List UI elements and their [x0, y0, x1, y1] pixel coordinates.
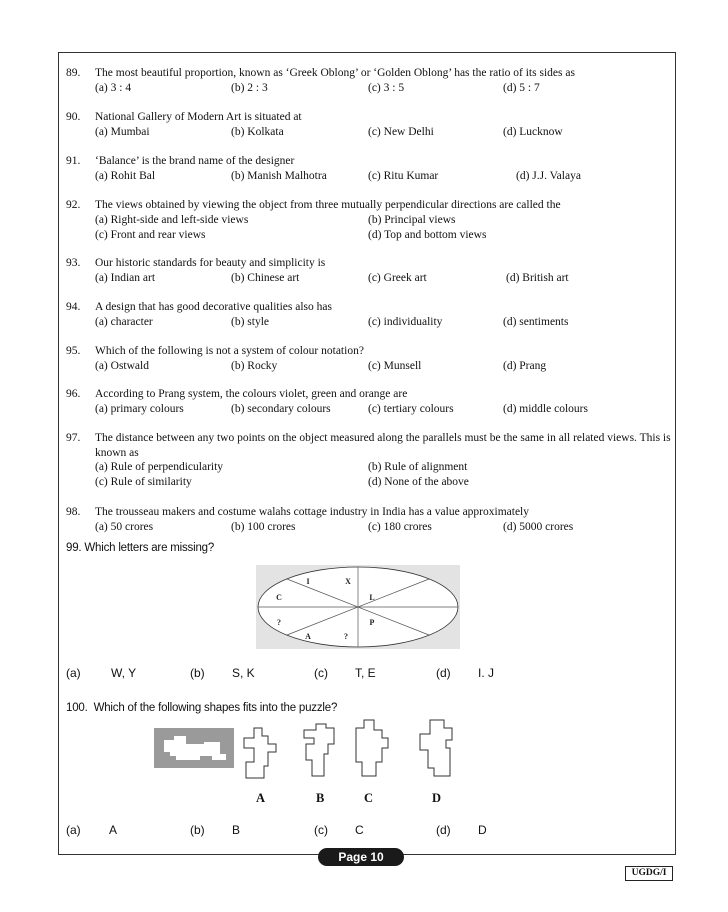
letter-cell: I [306, 577, 310, 586]
option-a[interactable]: (a) primary colours [95, 403, 184, 415]
question-97 [66, 431, 672, 491]
shape-c-icon [354, 718, 390, 778]
answer-d-label: (d) [436, 666, 451, 680]
shape-label-b: B [316, 791, 325, 805]
answer-a-label: (a) [66, 666, 81, 680]
option-a[interactable]: (a) Mumbai [95, 126, 150, 138]
answer-a-label: (a) [66, 823, 81, 837]
option-d[interactable]: (d) J.J. Valaya [516, 170, 581, 182]
option-a[interactable]: (a) Rohit Bal [95, 170, 156, 182]
option-c[interactable]: (c) tertiary colours [368, 403, 454, 415]
shape-b-icon [302, 722, 338, 778]
shape-a-icon [242, 726, 278, 780]
question-95 [66, 344, 672, 374]
option-b[interactable]: (b) 100 crores [231, 521, 296, 533]
option-b[interactable]: (b) Rocky [231, 360, 278, 372]
question-91 [66, 154, 672, 184]
option-b[interactable]: (b) secondary colours [231, 403, 331, 415]
answer-b[interactable]: B [232, 823, 241, 837]
question-93 [66, 256, 672, 286]
question-number: 89. [66, 67, 81, 79]
question-text: The trousseau makers and costume walahs cottage industry in India has a value approximately [95, 506, 529, 518]
question-number: 90. [66, 111, 81, 123]
question-text: The most beautiful proportion, known as ‘Greek Oblong’ or ‘Golden Oblong’ has the ratio of its sides as [95, 67, 575, 79]
question-94 [66, 300, 672, 330]
shape-label-c: C [364, 791, 374, 805]
option-d[interactable]: (d) British art [506, 272, 569, 284]
option-b[interactable]: (b) Rule of alignment [368, 461, 468, 473]
answer-b-label: (b) [190, 823, 205, 837]
question-text: Which of the following is not a system of colour notation? [95, 345, 364, 357]
answer-d[interactable]: I. J [478, 666, 495, 680]
letter-wheel-figure [256, 565, 460, 649]
puzzle-figure [154, 728, 234, 768]
answer-d-label: (d) [436, 823, 451, 837]
letter-cell: L [369, 593, 375, 602]
option-a[interactable]: (a) character [95, 316, 153, 328]
option-a[interactable]: (a) Right-side and left-side views [95, 214, 249, 226]
option-b[interactable]: (b) 2 : 3 [231, 82, 268, 94]
option-d[interactable]: (d) middle colours [503, 403, 588, 415]
question-text: The views obtained by viewing the object from three mutually perpendicular directions are called the [95, 199, 561, 211]
option-c[interactable]: (c) Ritu Kumar [368, 170, 439, 182]
option-d[interactable]: (d) 5 : 7 [503, 82, 540, 94]
page-number-badge: Page 10 [318, 848, 404, 866]
question-99-text: 99. Which letters are missing? [66, 542, 215, 554]
answer-c[interactable]: T, E [355, 666, 376, 680]
answer-a[interactable]: A [109, 823, 118, 837]
question-number: 93. [66, 257, 81, 269]
option-c[interactable]: (c) 180 crores [368, 521, 432, 533]
question-98 [66, 505, 672, 535]
option-d[interactable]: (d) Top and bottom views [368, 229, 487, 241]
question-90 [66, 110, 672, 140]
option-d[interactable]: (d) 5000 crores [503, 521, 574, 533]
option-c[interactable]: (c) Munsell [368, 360, 422, 372]
letter-cell: ? [344, 632, 348, 641]
letter-cell: A [305, 632, 311, 641]
option-b[interactable]: (b) Principal views [368, 214, 456, 226]
question-number: 97. [66, 432, 81, 444]
shape-label-d: D [432, 791, 442, 805]
question-text: A design that has good decorative qualities also has [95, 301, 332, 313]
question-89 [66, 66, 672, 96]
option-a[interactable]: (a) 3 : 4 [95, 82, 132, 94]
question-100-text: 100. Which of the following shapes fits into the puzzle? [66, 702, 338, 714]
option-c[interactable]: (c) Front and rear views [95, 229, 206, 241]
answer-b[interactable]: S, K [232, 666, 255, 680]
option-b[interactable]: (b) style [231, 316, 270, 328]
question-96 [66, 387, 672, 417]
option-b[interactable]: (b) Chinese art [231, 272, 300, 284]
option-b[interactable]: (b) Kolkata [231, 126, 284, 138]
question-text: Our historic standards for beauty and simplicity is [95, 257, 326, 269]
question-number: 92. [66, 199, 81, 211]
question-number: 98. [66, 506, 81, 518]
option-d[interactable]: (d) None of the above [368, 476, 469, 488]
question-text: ‘Balance’ is the brand name of the designer [95, 155, 295, 167]
letter-cell: P [369, 618, 375, 627]
question-number: 95. [66, 345, 81, 357]
answer-c-label: (c) [314, 666, 328, 680]
option-a[interactable]: (a) Ostwald [95, 360, 149, 372]
option-b[interactable]: (b) Manish Malhotra [231, 170, 327, 182]
question-text: National Gallery of Modern Art is situated at [95, 111, 302, 123]
paper-code: UGDG/I [625, 866, 673, 881]
letter-cell: X [345, 577, 351, 586]
option-c[interactable]: (c) Greek art [368, 272, 427, 284]
option-a[interactable]: (a) Rule of perpendicularity [95, 461, 224, 473]
letter-cell: C [276, 593, 282, 602]
option-d[interactable]: (d) Prang [503, 360, 547, 372]
answer-d[interactable]: D [478, 823, 487, 837]
question-92 [66, 198, 672, 244]
option-c[interactable]: (c) Rule of similarity [95, 476, 192, 488]
option-d[interactable]: (d) sentiments [503, 316, 569, 328]
letter-cell: ? [277, 618, 281, 627]
question-number: 96. [66, 388, 81, 400]
option-c[interactable]: (c) individuality [368, 316, 443, 328]
option-d[interactable]: (d) Lucknow [503, 126, 563, 138]
question-number: 94. [66, 301, 81, 313]
option-c[interactable]: (c) New Delhi [368, 126, 434, 138]
question-number: 91. [66, 155, 81, 167]
answer-c[interactable]: C [355, 823, 364, 837]
shape-label-a: A [256, 791, 266, 805]
shape-d-icon [418, 718, 454, 778]
option-a[interactable]: (a) 50 crores [95, 521, 154, 533]
answer-a[interactable]: W, Y [111, 666, 137, 680]
option-c[interactable]: (c) 3 : 5 [368, 82, 405, 94]
answer-c-label: (c) [314, 823, 328, 837]
question-text: According to Prang system, the colours violet, green and orange are [95, 388, 408, 400]
question-text: The distance between any two points on the object measured along the parallels must be the same in all related views. This is known as [95, 432, 671, 459]
answer-b-label: (b) [190, 666, 205, 680]
option-a[interactable]: (a) Indian art [95, 272, 156, 284]
